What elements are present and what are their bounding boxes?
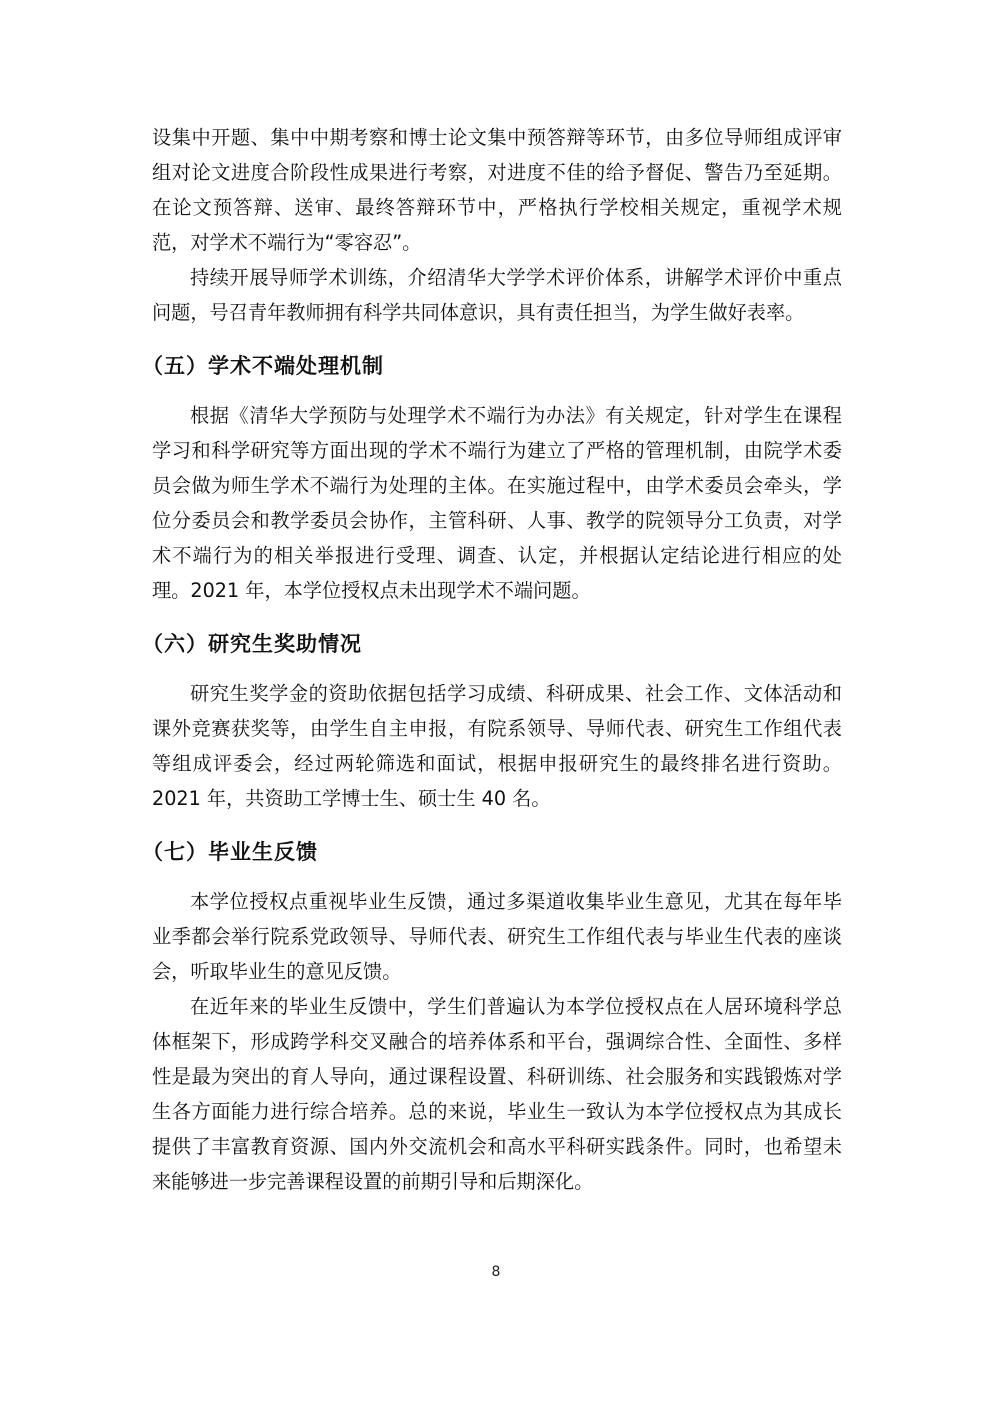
continuation-paragraph: 设集中开题、集中中期考察和博士论文集中预答辩等环节，由多位导师组成评审组对论文进度合阶段性成果进行考察，对进度不佳的给予督促、警告乃至延期。在论文预答辩、送审、最终答辩环节中，严格执行学校相关规定，重视学术规范，对学术不端行为“零容忍”。: [152, 126, 842, 254]
training-paragraph: 持续开展导师学术训练，介绍清华大学学术评价体系，讲解学术评价中重点问题，号召青年教师拥有科学共同体意识，具有责任担当，为学生做好表率。: [152, 266, 842, 324]
page-content: [142, 120, 842, 1199]
section-heading-graduate-feedback: （七）毕业生反馈: [142, 840, 318, 864]
section-heading-misconduct: （五）学术不端处理机制: [142, 354, 384, 378]
section-heading-scholarship: （六）研究生奖助情况: [142, 632, 362, 656]
scholarship-paragraph: 研究生奖学金的资助依据包括学习成绩、科研成果、社会工作、文体活动和课外竞赛获奖等，由学生自主申报，有院系领导、导师代表、研究生工作组代表等组成评委会，经过两轮筛选和面试，根据申报研究生的最终排名进行资助。2021 年，共资助工学博士生、硕士生 40 名。: [152, 682, 842, 810]
feedback-paragraph-2: 在近年来的毕业生反馈中，学生们普遍认为本学位授权点在人居环境科学总体框架下，形成跨学科交叉融合的培养体系和平台，强调综合性、全面性、多样性是最为突出的育人导向，通过课程设置、科研训练、社会服务和实践锻炼对学生各方面能力进行综合培养。总的来说，毕业生一致认为本学位授权点为其成长提供了丰富教育资源、国内外交流机会和高水平科研实践条件。同时，也希望未来能够进一步完善课程设置的前期引导和后期深化。: [152, 995, 842, 1193]
misconduct-paragraph: 根据《清华大学预防与处理学术不端行为办法》有关规定，针对学生在课程学习和科学研究等方面出现的学术不端行为建立了严格的管理机制，由院学术委员会做为师生学术不端行为处理的主体。在实施过程中，由学术委员会牵头，学位分委员会和教学委员会协作，主管科研、人事、教学的院领导分工负责，对学术不端行为的相关举报进行受理、调查、认定，并根据认定结论进行相应的处理。2021 年，本学位授权点未出现学术不端问题。: [152, 404, 842, 602]
feedback-paragraph-1: 本学位授权点重视毕业生反馈，通过多渠道收集毕业生意见，尤其在每年毕业季都会举行院系党政领导、导师代表、研究生工作组代表与毕业生代表的座谈会，听取毕业生的意见反馈。: [152, 890, 842, 983]
page-number: 8: [491, 1264, 501, 1280]
